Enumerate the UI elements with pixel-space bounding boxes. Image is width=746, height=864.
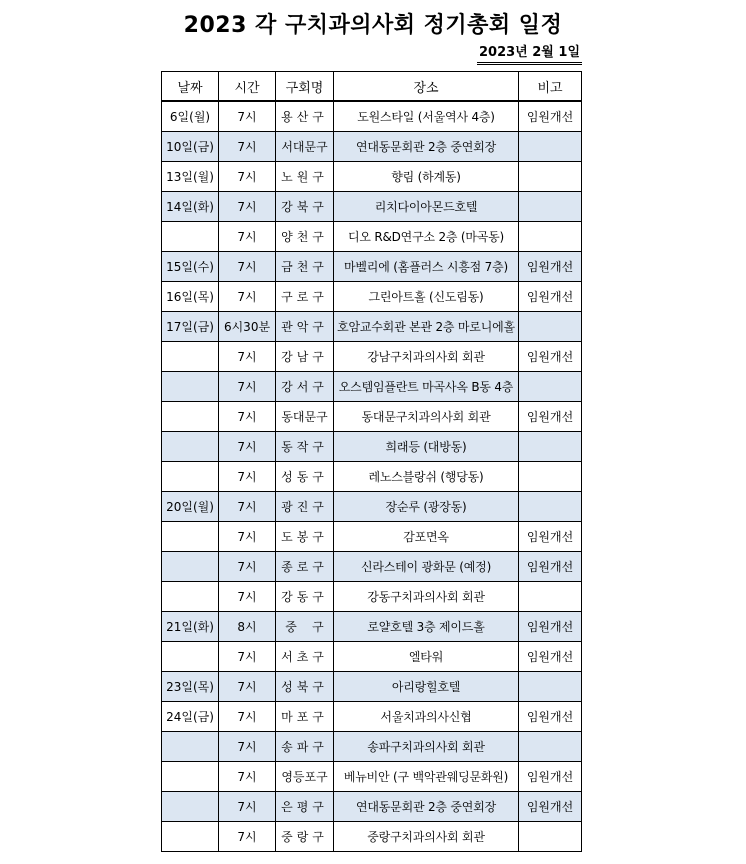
page-title: 2023 각 구치과의사회 정기총회 일정 [183,13,563,38]
row-place: 서울치과의사신협 [334,702,519,732]
row-place: 중랑구치과의사회 회관 [334,822,519,852]
row-place: 레노스블랑쉬 (행당동) [334,462,519,492]
row-district: 동대문구 [276,402,334,432]
header-district: 구회명 [276,72,334,102]
row-time: 7시 [219,552,276,582]
table-row [162,522,582,552]
row-district: 동작구 [276,432,334,462]
row-date: 16일(목) [162,282,219,312]
row-place: 도원스타일 (서울역사 4층) [334,101,519,132]
row-date: 23일(목) [162,672,219,702]
row-time: 7시 [219,822,276,852]
row-district: 구로구 [276,282,334,312]
header-place: 장소 [334,72,519,102]
row-place: 강남구치과의사회 회관 [334,342,519,372]
row-time: 7시 [219,432,276,462]
row-place: 향림 (하계동) [334,162,519,192]
table-row [162,462,582,492]
row-note: 임원개선 [519,642,582,672]
row-note: 임원개선 [519,792,582,822]
table-row [162,702,582,732]
table-row [162,312,582,342]
row-note: 임원개선 [519,402,582,432]
row-place: 오스템임플란트 마곡사옥 B동 4층 [334,372,519,402]
row-place: 신라스테이 광화문 (예정) [334,552,519,582]
row-time: 6시30분 [219,312,276,342]
row-time: 7시 [219,132,276,162]
table-row [162,642,582,672]
row-district: 서대문구 [276,132,334,162]
row-time: 7시 [219,672,276,702]
row-place: 디오 R&D연구소 2층 (마곡동) [334,222,519,252]
header-date: 날짜 [162,72,219,102]
row-time: 7시 [219,372,276,402]
table-row [162,282,582,312]
schedule-table [161,71,582,852]
row-date: 14일(화) [162,192,219,222]
row-note [519,312,582,342]
row-date [162,372,219,402]
row-time: 7시 [219,582,276,612]
row-date [162,822,219,852]
row-note: 임원개선 [519,612,582,642]
row-date [162,732,219,762]
row-time: 7시 [219,101,276,132]
row-date [162,222,219,252]
row-date: 17일(금) [162,312,219,342]
table-row [162,222,582,252]
row-time: 7시 [219,282,276,312]
row-time: 7시 [219,402,276,432]
row-note: 임원개선 [519,282,582,312]
row-district: 광진구 [276,492,334,522]
row-date [162,432,219,462]
row-time: 7시 [219,222,276,252]
table-row [162,582,582,612]
row-place: 엘타워 [334,642,519,672]
row-note [519,222,582,252]
row-date: 15일(수) [162,252,219,282]
row-place: 감포면옥 [334,522,519,552]
table-row [162,732,582,762]
row-place: 동대문구치과의사회 회관 [334,402,519,432]
table-row [162,792,582,822]
table-row [162,672,582,702]
row-time: 8시 [219,612,276,642]
row-time: 7시 [219,342,276,372]
row-date [162,582,219,612]
row-note: 임원개선 [519,702,582,732]
row-date: 10일(금) [162,132,219,162]
row-note: 임원개선 [519,522,582,552]
row-district: 영등포구 [276,762,334,792]
row-district: 용산구 [276,101,334,132]
row-date [162,522,219,552]
header-note: 비고 [519,72,582,102]
row-time: 7시 [219,792,276,822]
row-time: 7시 [219,642,276,672]
row-district: 강북구 [276,192,334,222]
row-district: 강서구 [276,372,334,402]
table-row [162,612,582,642]
row-note [519,492,582,522]
row-time: 7시 [219,462,276,492]
row-time: 7시 [219,762,276,792]
row-place: 로얄호텔 3층 제이드홀 [334,612,519,642]
table-row [162,342,582,372]
row-note [519,582,582,612]
row-date: 6일(월) [162,101,219,132]
header-time: 시간 [219,72,276,102]
row-note: 임원개선 [519,762,582,792]
table-row [162,402,582,432]
row-district: 도봉구 [276,522,334,552]
row-note [519,132,582,162]
row-place: 장순루 (광장동) [334,492,519,522]
row-note: 임원개선 [519,252,582,282]
row-place: 연대동문회관 2층 중연회장 [334,132,519,162]
row-district: 서초구 [276,642,334,672]
row-district: 관악구 [276,312,334,342]
document-date: 2023년 2월 1일 [477,45,582,65]
row-date: 24일(금) [162,702,219,732]
table-row [162,101,582,132]
row-place: 희래등 (대방동) [334,432,519,462]
row-note: 임원개선 [519,552,582,582]
row-note: 임원개선 [519,342,582,372]
row-note [519,432,582,462]
row-note: 임원개선 [519,101,582,132]
table-row [162,252,582,282]
row-date [162,342,219,372]
table-row [162,492,582,522]
row-district: 성북구 [276,672,334,702]
row-date [162,552,219,582]
row-time: 7시 [219,192,276,222]
row-note [519,372,582,402]
row-date [162,762,219,792]
row-district: 성동구 [276,462,334,492]
row-district: 은평구 [276,792,334,822]
table-row [162,762,582,792]
row-note [519,192,582,222]
table-row [162,552,582,582]
table-row [162,132,582,162]
row-place: 강동구치과의사회 회관 [334,582,519,612]
row-district: 마포구 [276,702,334,732]
schedule-body [162,101,582,852]
row-place: 송파구치과의사회 회관 [334,732,519,762]
row-note [519,672,582,702]
table-row [162,162,582,192]
table-row [162,192,582,222]
table-row [162,372,582,402]
row-date: 20일(월) [162,492,219,522]
row-note [519,822,582,852]
row-place: 그린아트홀 (신도림동) [334,282,519,312]
row-place: 호암교수회관 본관 2층 마로니에홀 [334,312,519,342]
row-note [519,732,582,762]
row-date [162,792,219,822]
table-header-row [162,72,582,102]
row-date: 13일(월) [162,162,219,192]
row-time: 7시 [219,732,276,762]
row-time: 7시 [219,252,276,282]
row-district: 강남구 [276,342,334,372]
row-district: 금천구 [276,252,334,282]
row-district: 중랑구 [276,822,334,852]
row-note [519,162,582,192]
row-time: 7시 [219,702,276,732]
row-district: 노원구 [276,162,334,192]
row-date [162,402,219,432]
row-district: 강동구 [276,582,334,612]
row-district: 종로구 [276,552,334,582]
row-time: 7시 [219,492,276,522]
row-time: 7시 [219,162,276,192]
row-note [519,462,582,492]
row-place: 리치다이아몬드호텔 [334,192,519,222]
row-district: 송파구 [276,732,334,762]
row-district: 양천구 [276,222,334,252]
row-place: 연대동문회관 2층 중연회장 [334,792,519,822]
table-row [162,822,582,852]
row-district: 중 구 [276,612,334,642]
row-time: 7시 [219,522,276,552]
row-date: 21일(화) [162,612,219,642]
row-date [162,642,219,672]
row-place: 베뉴비안 (구 백악관웨딩문화원) [334,762,519,792]
row-place: 아리랑힐호텔 [334,672,519,702]
table-row [162,432,582,462]
row-date [162,462,219,492]
row-place: 마벨리에 (홈플러스 시흥점 7층) [334,252,519,282]
